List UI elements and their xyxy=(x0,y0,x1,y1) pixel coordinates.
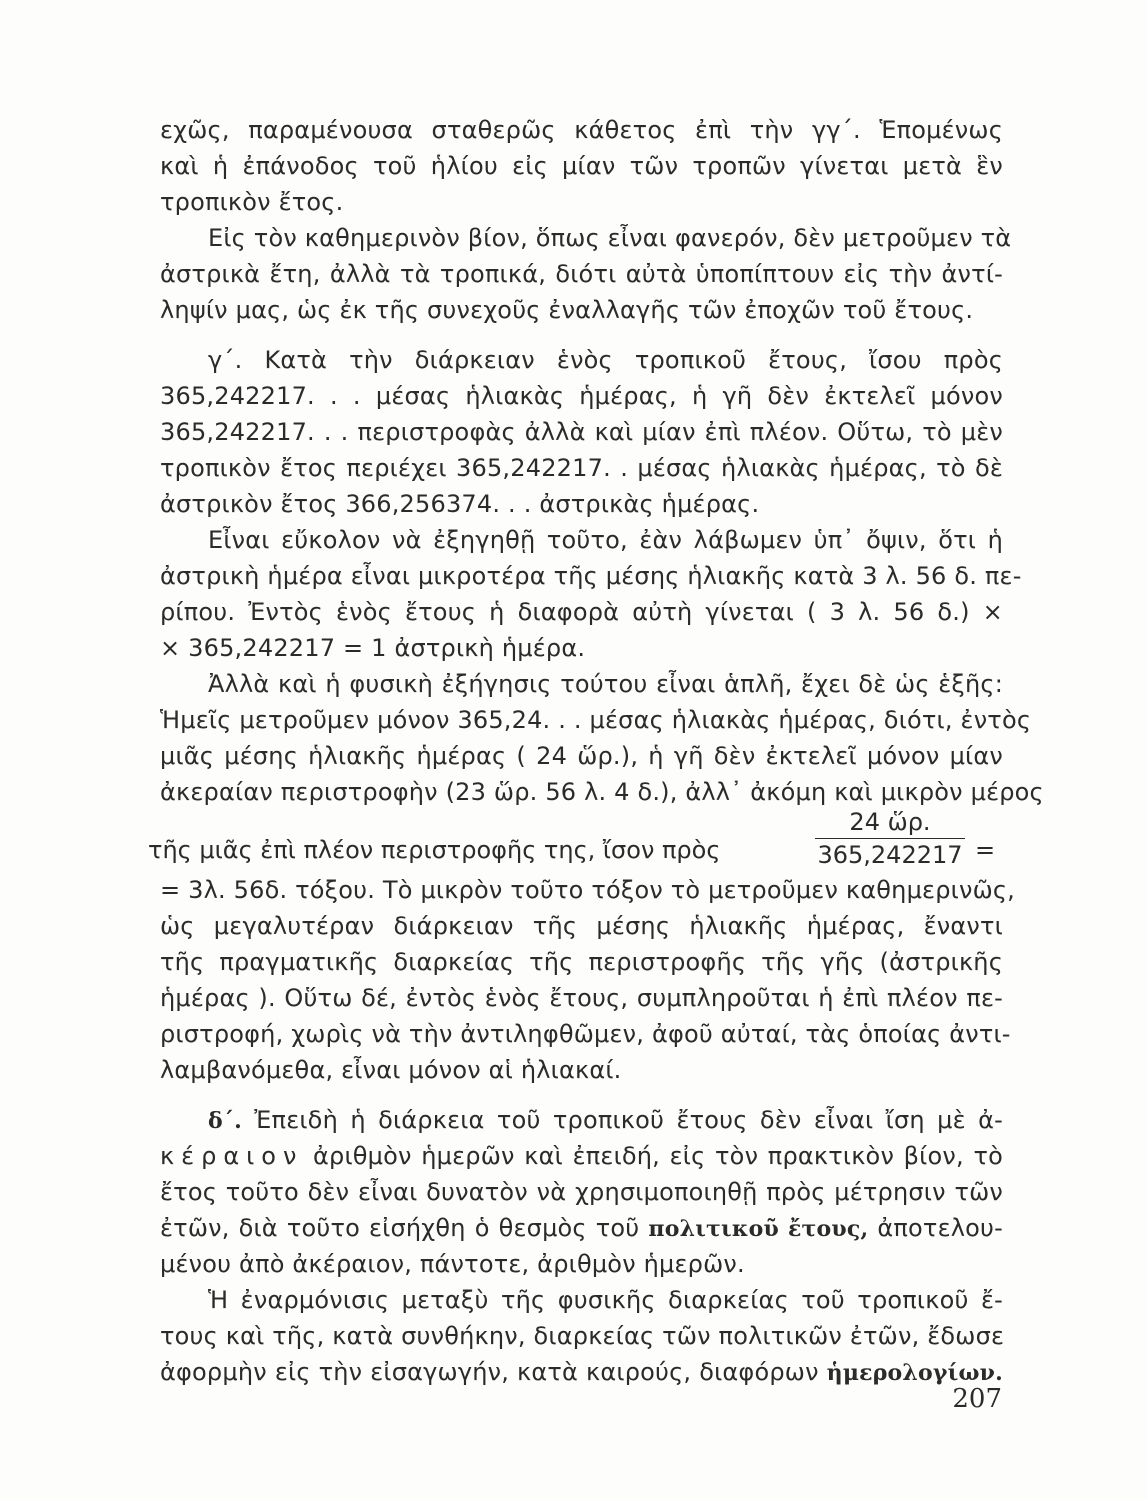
text-line: ρίπου. Ἐντὸς ἑνὸς ἔτους ἡ διαφορὰ αὐτὴ γίνεται ( 3 λ. 56 δ.) × xyxy=(160,598,1003,626)
spaced-word: κέραιον xyxy=(160,1142,304,1170)
text-line: τροπικὸν ἔτος περιέχει 365,242217. . μέσας ἡλιακὰς ἡμέρας, τὸ δὲ xyxy=(160,454,1003,482)
fraction-lhs: τῆς μιᾶς ἐπὶ πλέον περιστροφῆς της, ἴσον πρὸς xyxy=(148,836,721,864)
text-line: κέραιον ἀριθμὸν ἡμερῶν καὶ ἐπειδή, εἰς τὸν πρακτικὸν βίον, τὸ xyxy=(160,1142,1003,1170)
text-line: ἀστρικὴ ἡμέρα εἶναι μικροτέρα τῆς μέσης ἡλιακῆς κατὰ 3 λ. 56 δ. πε- xyxy=(160,562,1022,590)
text-line: = 3λ. 56δ. τόξου. Τὸ μικρὸν τοῦτο τόξον τὸ μετροῦμεν καθημερινῶς, xyxy=(160,876,1015,904)
text-line: ἀκεραίαν περιστροφὴν (23 ὥρ. 56 λ. 4 δ.), ἀλλ᾽ ἀκόμη καὶ μικρὸν μέρος xyxy=(160,778,1044,806)
bold-term: ἡμερολογίων. xyxy=(826,1360,1003,1386)
text-line: ἀστρικὰ ἔτη, ἀλλὰ τὰ τροπικά, διότι αὐτὰ ὑποπίπτουν εἰς τὴν ἀντί- xyxy=(160,260,1003,288)
fraction-line xyxy=(148,808,1003,872)
text-line: Ἡ ἐναρμόνισις μεταξὺ τῆς φυσικῆς διαρκείας τοῦ τροπικοῦ ἔ- xyxy=(208,1286,1003,1314)
text-line: λαμβανόμεθα, εἶναι μόνον αἱ ἡλιακαί. xyxy=(160,1056,622,1084)
fraction-denominator: 365,242217 xyxy=(817,841,963,869)
text-line: 365,242217. . . περιστροφὰς ἀλλὰ καὶ μίαν ἐπὶ πλέον. Οὕτω, τὸ μὲν xyxy=(160,418,1003,446)
page-body xyxy=(148,112,1044,1390)
fraction xyxy=(815,806,965,871)
text-line: δ΄. Ἐπειδὴ ἡ διάρκεια τοῦ τροπικοῦ ἔτους δὲν εἶναι ἴση μὲ ἀ- xyxy=(208,1106,1003,1134)
text-line: ἔτος τοῦτο δὲν εἶναι δυνατὸν νὰ χρησιμοποιηθῇ πρὸς μέτρησιν τῶν xyxy=(160,1178,1003,1206)
fraction-equals: = xyxy=(975,836,996,864)
text-line: Εἰς τὸν καθημερινὸν βίον, ὅπως εἶναι φανερόν, δὲν μετροῦμεν τὰ xyxy=(208,224,1012,252)
text-line: εχῶς, παραμένουσα σταθερῶς κάθετος ἐπὶ τὴν γγ΄. Ἑπομένως xyxy=(160,116,1003,144)
fraction-numerator: 24 ὥρ. xyxy=(815,806,965,839)
text-line: 365,242217. . . μέσας ἡλιακὰς ἡμέρας, ἡ γῆ δὲν ἐκτελεῖ μόνον xyxy=(160,382,1003,410)
text-line: Εἶναι εὔκολον νὰ ἐξηγηθῇ τοῦτο, ἐὰν λάβωμεν ὑπ᾽ ὄψιν, ὅτι ἡ xyxy=(208,526,1003,554)
page-number: 207 xyxy=(952,1384,1002,1414)
text-line: ἐτῶν, διὰ τοῦτο εἰσήχθη ὁ θεσμὸς τοῦ πολιτικοῦ ἔτους, ἀποτελου- xyxy=(160,1214,1003,1242)
section-marker: δ΄. xyxy=(208,1108,242,1134)
text-line: τῆς πραγματικῆς διαρκείας τῆς περιστροφῆς τῆς γῆς (ἀστρικῆς xyxy=(160,948,1003,976)
bold-term: πολιτικοῦ ἔτους, xyxy=(648,1216,869,1242)
text-line: ἡμέρας ). Οὕτω δέ, ἐντὸς ἑνὸς ἔτους, συμπληροῦται ἡ ἐπὶ πλέον πε- xyxy=(160,984,1003,1012)
text-line: ληψίν μας, ὡς ἐκ τῆς συνεχοῦς ἐναλλαγῆς τῶν ἐποχῶν τοῦ ἔτους. xyxy=(160,296,974,324)
text-line: τροπικὸν ἔτος. xyxy=(160,188,344,216)
text-line: × 365,242217 = 1 ἀστρικὴ ἡμέρα. xyxy=(160,634,586,662)
text-line: τους καὶ τῆς, κατὰ συνθήκην, διαρκείας τῶν πολιτικῶν ἐτῶν, ἔδωσε xyxy=(160,1322,1005,1350)
text-line: Ἡμεῖς μετροῦμεν μόνον 365,24. . . μέσας ἡλιακὰς ἡμέρας, διότι, ἐντὸς xyxy=(160,706,1032,734)
text-line: καὶ ἡ ἐπάνοδος τοῦ ἡλίου εἰς μίαν τῶν τροπῶν γίνεται μετὰ ἓν xyxy=(160,152,1003,180)
text-line: Ἀλλὰ καὶ ἡ φυσικὴ ἐξήγησις τούτου εἶναι ἁπλῆ, ἔχει δὲ ὡς ἑξῆς: xyxy=(208,670,1003,698)
text-line: γ΄. Κατὰ τὴν διάρκειαν ἑνὸς τροπικοῦ ἔτους, ἴσου πρὸς xyxy=(208,346,1003,374)
text-line: ριστροφή, χωρὶς νὰ τὴν ἀντιληφθῶμεν, ἀφοῦ αὐταί, τὰς ὁποίας ἀντι- xyxy=(160,1020,1011,1048)
text-line: μένου ἀπὸ ἀκέραιον, πάντοτε, ἀριθμὸν ἡμερῶν. xyxy=(160,1250,745,1278)
text-line: ἀφορμὴν εἰς τὴν εἰσαγωγήν, κατὰ καιρούς, διαφόρων ἡμερολογίων. xyxy=(160,1358,1003,1386)
text-line: ὡς μεγαλυτέραν διάρκειαν τῆς μέσης ἡλιακῆς ἡμέρας, ἔναντι xyxy=(160,912,1003,940)
text-line: μιᾶς μέσης ἡλιακῆς ἡμέρας ( 24 ὥρ.), ἡ γῆ δὲν ἐκτελεῖ μόνον μίαν xyxy=(160,742,1003,770)
text-line: ἀστρικὸν ἔτος 366,256374. . . ἀστρικὰς ἡμέρας. xyxy=(160,490,760,518)
